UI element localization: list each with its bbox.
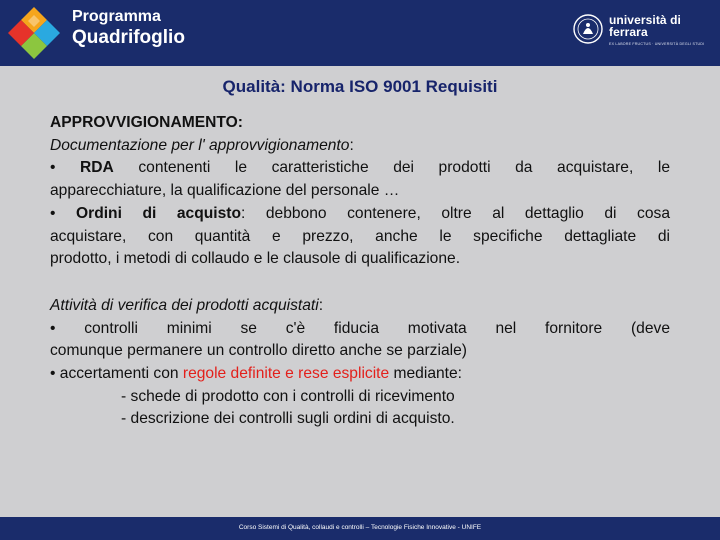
university-logo-text	[609, 14, 720, 47]
bullet-rda-line1: • RDA contenenti le caratteristiche dei prodotti da acquistare, le	[50, 159, 670, 177]
slide-title: Qualità: Norma ISO 9001 Requisiti	[222, 77, 498, 96]
section-subheading-documentation	[50, 135, 670, 158]
bullet-controls-line2: comunque permanere un controllo diretto anche se parziale)	[50, 342, 467, 360]
sub-item-order-checks: - descrizione dei controlli sugli ordini di acquisto.	[121, 410, 455, 428]
subheading-colon: :	[349, 136, 354, 154]
verification-heading-text: Attività di verifica dei prodotti acquistati	[50, 296, 319, 314]
section-heading-verification	[50, 295, 670, 318]
sub-item-product-sheets: - schede di prodotto con i controlli di ricevimento	[121, 387, 455, 405]
footer-text: Corso Sistemi di Qualità, collaudi e controlli – Tecnologie Fisiche Innovative - UNIFE	[238, 524, 482, 531]
subheading-text: Documentazione per l' approvvigionamento	[50, 136, 350, 154]
university-subtitle: EX LABORE FRUCTUS · UNIVERSITÀ DEGLI STUDI	[609, 42, 705, 46]
verification-heading-colon: :	[318, 296, 324, 314]
bullet-orders-line1: • Ordini di acquisto: debbono contenere, oltre al dettaglio di cosa	[50, 204, 670, 222]
university-name: università di ferrara	[609, 13, 681, 39]
bullet-rda-text: contenenti le caratteristiche dei prodotti da acquistare, le	[113, 159, 670, 177]
university-seal-icon	[573, 14, 603, 44]
bullet-rda-line2: apparecchiature, la qualificazione del personale …	[50, 182, 400, 200]
bullet-orders-term: Ordini di acquisto	[76, 204, 241, 222]
bullet-controls-line1: • controlli minimi se c'è fiducia motivata nel fornitore (deve	[50, 319, 670, 337]
bullet-orders-line3: prodotto, i metodi di collaudo e le clausole di qualificazione.	[50, 250, 461, 268]
footer-bar	[0, 517, 720, 540]
program-name-line2: Quadrifoglio	[72, 27, 185, 48]
bullet-orders-text: : debbono contenere, oltre al dettaglio di cosa	[240, 204, 670, 222]
section-heading-procurement: APPROVVIGIONAMENTO:	[50, 114, 243, 131]
bullet-orders-line2: acquistare, con quantità e prezzo, anche le specifiche dettagliate di	[50, 227, 670, 245]
section-spacer	[50, 271, 670, 295]
slide-body	[50, 112, 670, 431]
program-name	[72, 9, 185, 47]
bullet-checks-line	[50, 363, 670, 386]
program-name-line1: Programma	[72, 8, 161, 25]
quadrifoglio-logo-icon	[6, 4, 62, 60]
bullet-checks-pre: • accertamenti con	[50, 365, 183, 383]
bullet-checks-highlight: regole definite e rese esplicite	[182, 365, 390, 383]
header-bar	[0, 0, 720, 66]
bullet-rda-term: RDA	[80, 159, 114, 177]
bullet-checks-post: mediante:	[389, 365, 463, 383]
